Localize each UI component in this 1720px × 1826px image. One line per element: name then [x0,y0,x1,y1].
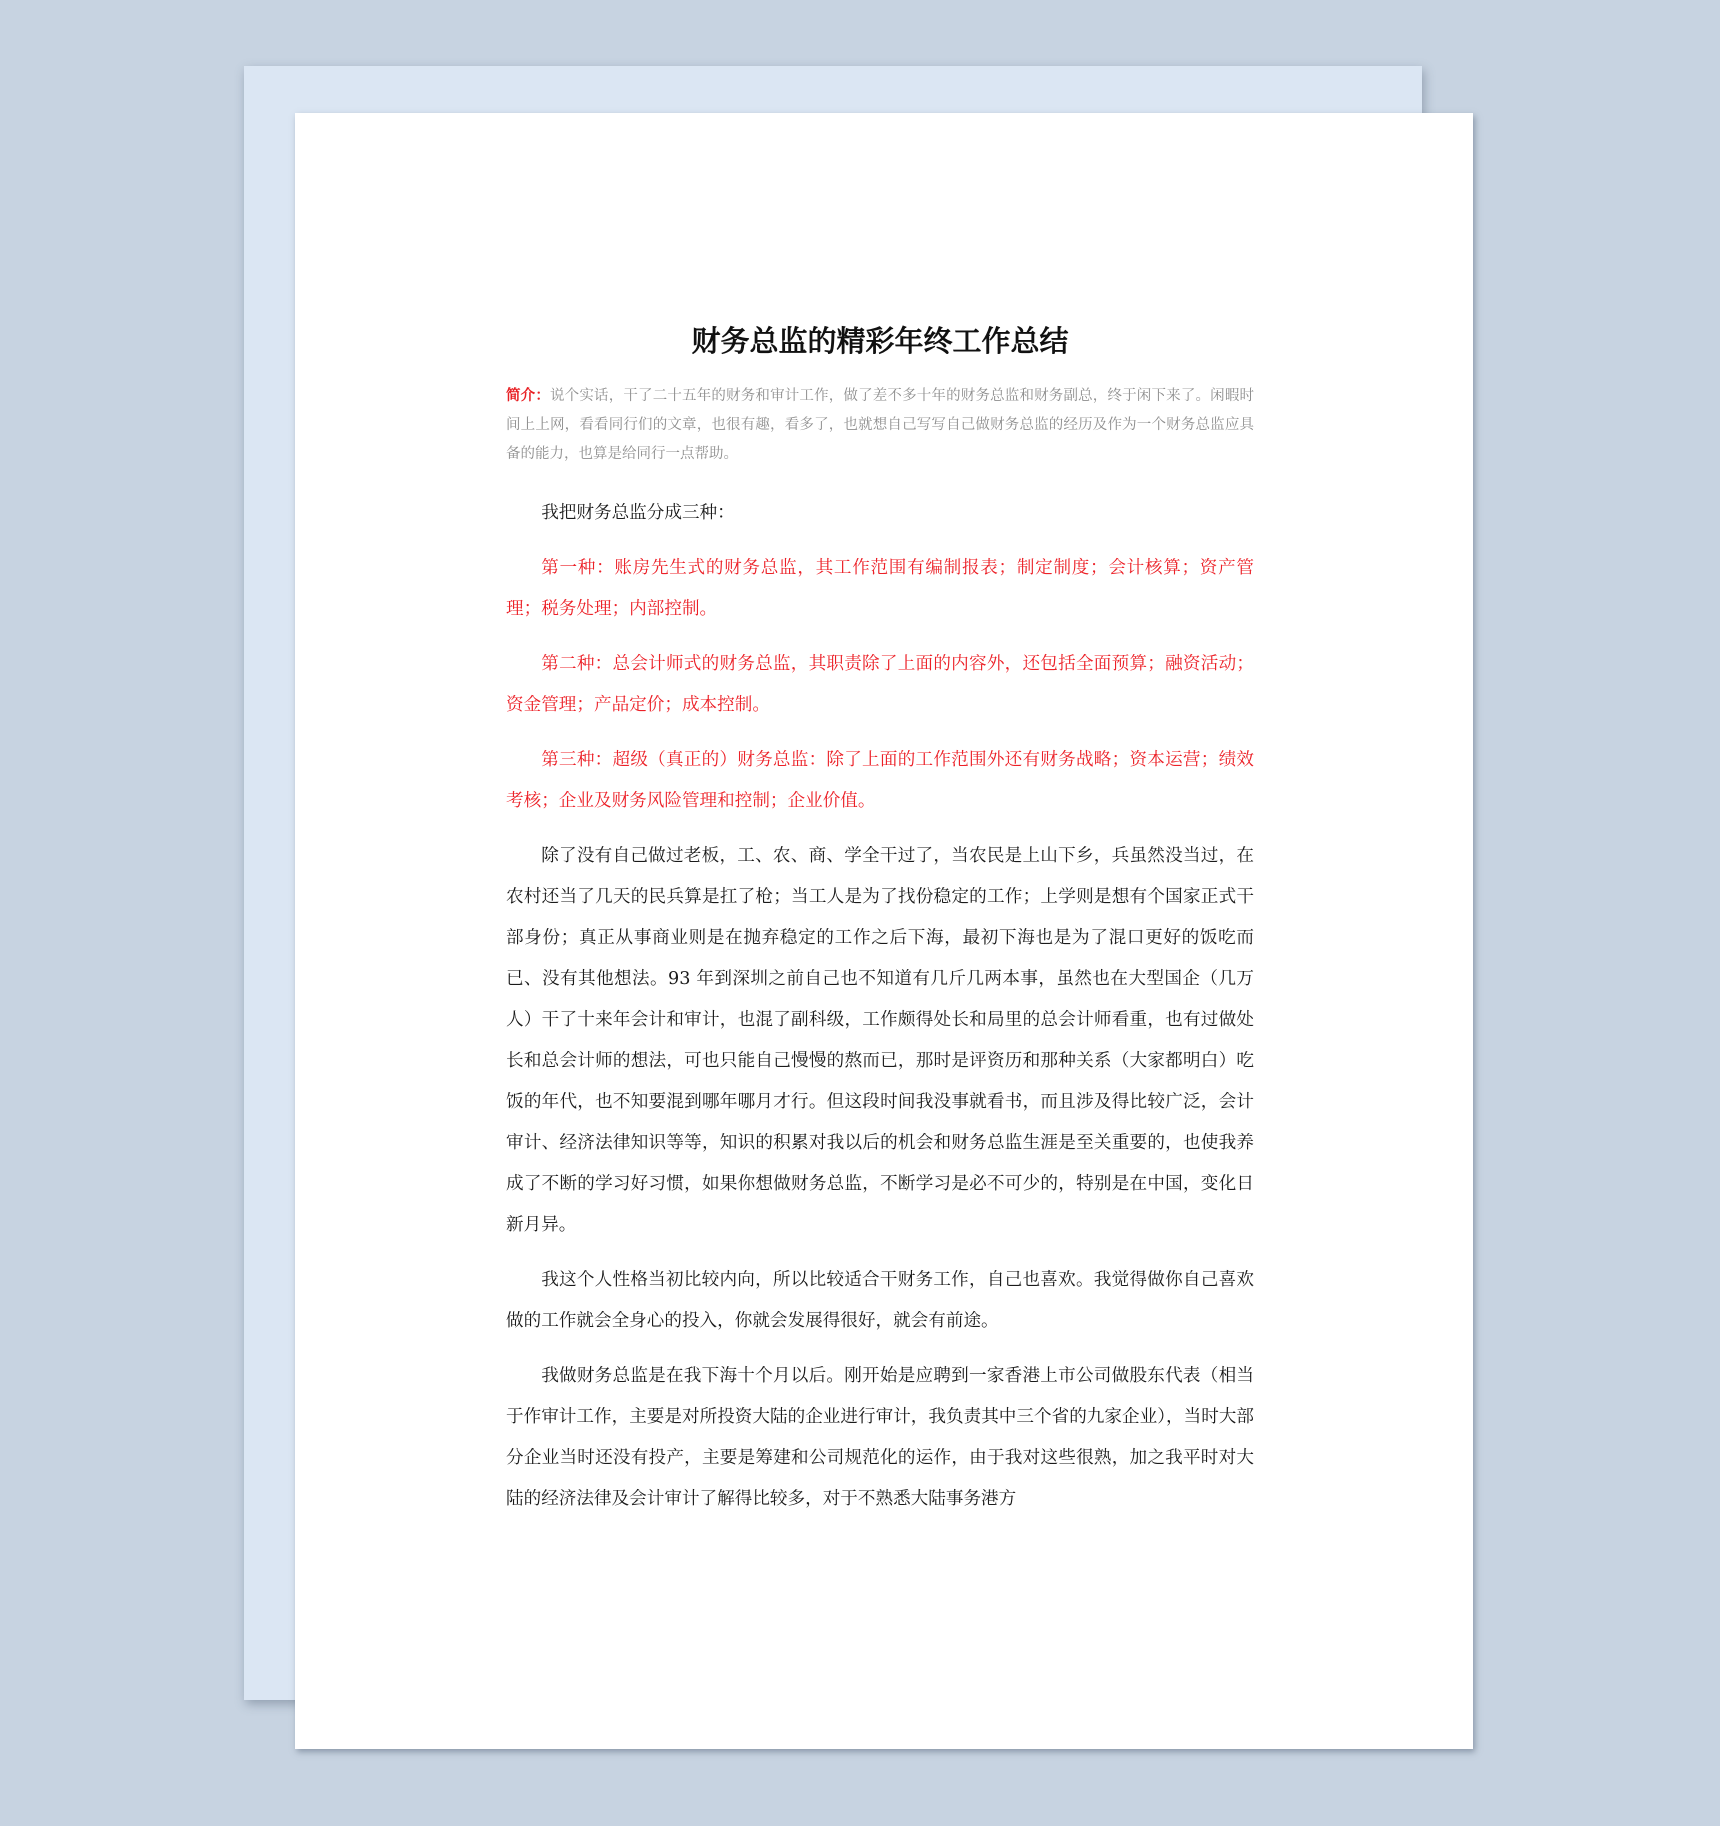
paragraph-personality: 我这个人性格当初比较内向，所以比较适合干财务工作，自己也喜欢。我觉得做你自己喜欢做的工作就会全身心的投入，你就会发展得很好，就会有前途。 [506,1270,1254,1331]
paragraph-three-types-intro: 我把财务总监分成三种： [541,503,735,523]
paragraph-type-one: 第一种：账房先生式的财务总监，其工作范围有编制报表；制定制度；会计核算；资产管理；税务处理；内部控制。 [506,558,1254,619]
paragraph-type-three: 第三种：超级（真正的）财务总监：除了上面的工作范围外还有财务战略；资本运营；绩效考核；企业及财务风险管理和控制；企业价值。 [506,750,1254,811]
document-page [295,113,1473,1749]
document-title: 财务总监的精彩年终工作总结 [691,324,1069,358]
document-body [506,493,1254,1534]
paragraph-career-start: 我做财务总监是在我下海十个月以后。刚开始是应聘到一家香港上市公司做股东代表（相当于作审计工作，主要是对所投资大陆的企业进行审计，我负责其中三个省的九家企业），当时大部分企业当时还没有投产，主要是筹建和公司规范化的运作，由于我对这些很熟，加之我平时对大陆的经济法律及会计审计了解得比较多，对于不熟悉大陆事务港方 [506,1366,1254,1509]
intro-label: 简介： [506,387,551,404]
paragraph-background: 除了没有自己做过老板，工、农、商、学全干过了，当农民是上山下乡，兵虽然没当过，在农村还当了几天的民兵算是扛了枪；当工人是为了找份稳定的工作；上学则是想有个国家正式干部身份；真正从事商业则是在抛弃稳定的工作之后下海，最初下海也是为了混口更好的饭吃而已、没有其他想法。93 年到深圳之前自己也不知道有几斤几两本事，虽然也在大型国企（几万人）干了十来年会计和审计，也混了副科级，工作颇得处长和局里的总会计师看重，也有过做处长和总会计师的想法，可也只能自己慢慢的熬而已，那时是评资历和那种关系（大家都明白）吃饭的年代，也不知要混到哪年哪月才行。但这段时间我没事就看书，而且涉及得比较广泛，会计审计、经济法律知识等等，知识的积累对我以后的机会和财务总监生涯是至关重要的，也使我养成了不断的学习好习惯，如果你想做财务总监，不断学习是必不可少的，特别是在中国，变化日新月异。 [506,846,1254,1235]
intro-text: 说个实话，干了二十五年的财务和审计工作，做了差不多十年的财务总监和财务副总，终于闲下来了。闲暇时间上上网，看看同行们的文章，也很有趣，看多了，也就想自己写写自己做财务总监的经历及作为一个财务总监应具备的能力，也算是给同行一点帮助。 [506,388,1255,462]
paragraph-type-two: 第二种：总会计师式的财务总监，其职责除了上面的内容外，还包括全面预算；融资活动；资金管理；产品定价；成本控制。 [506,654,1254,715]
intro-paragraph [506,381,1254,469]
